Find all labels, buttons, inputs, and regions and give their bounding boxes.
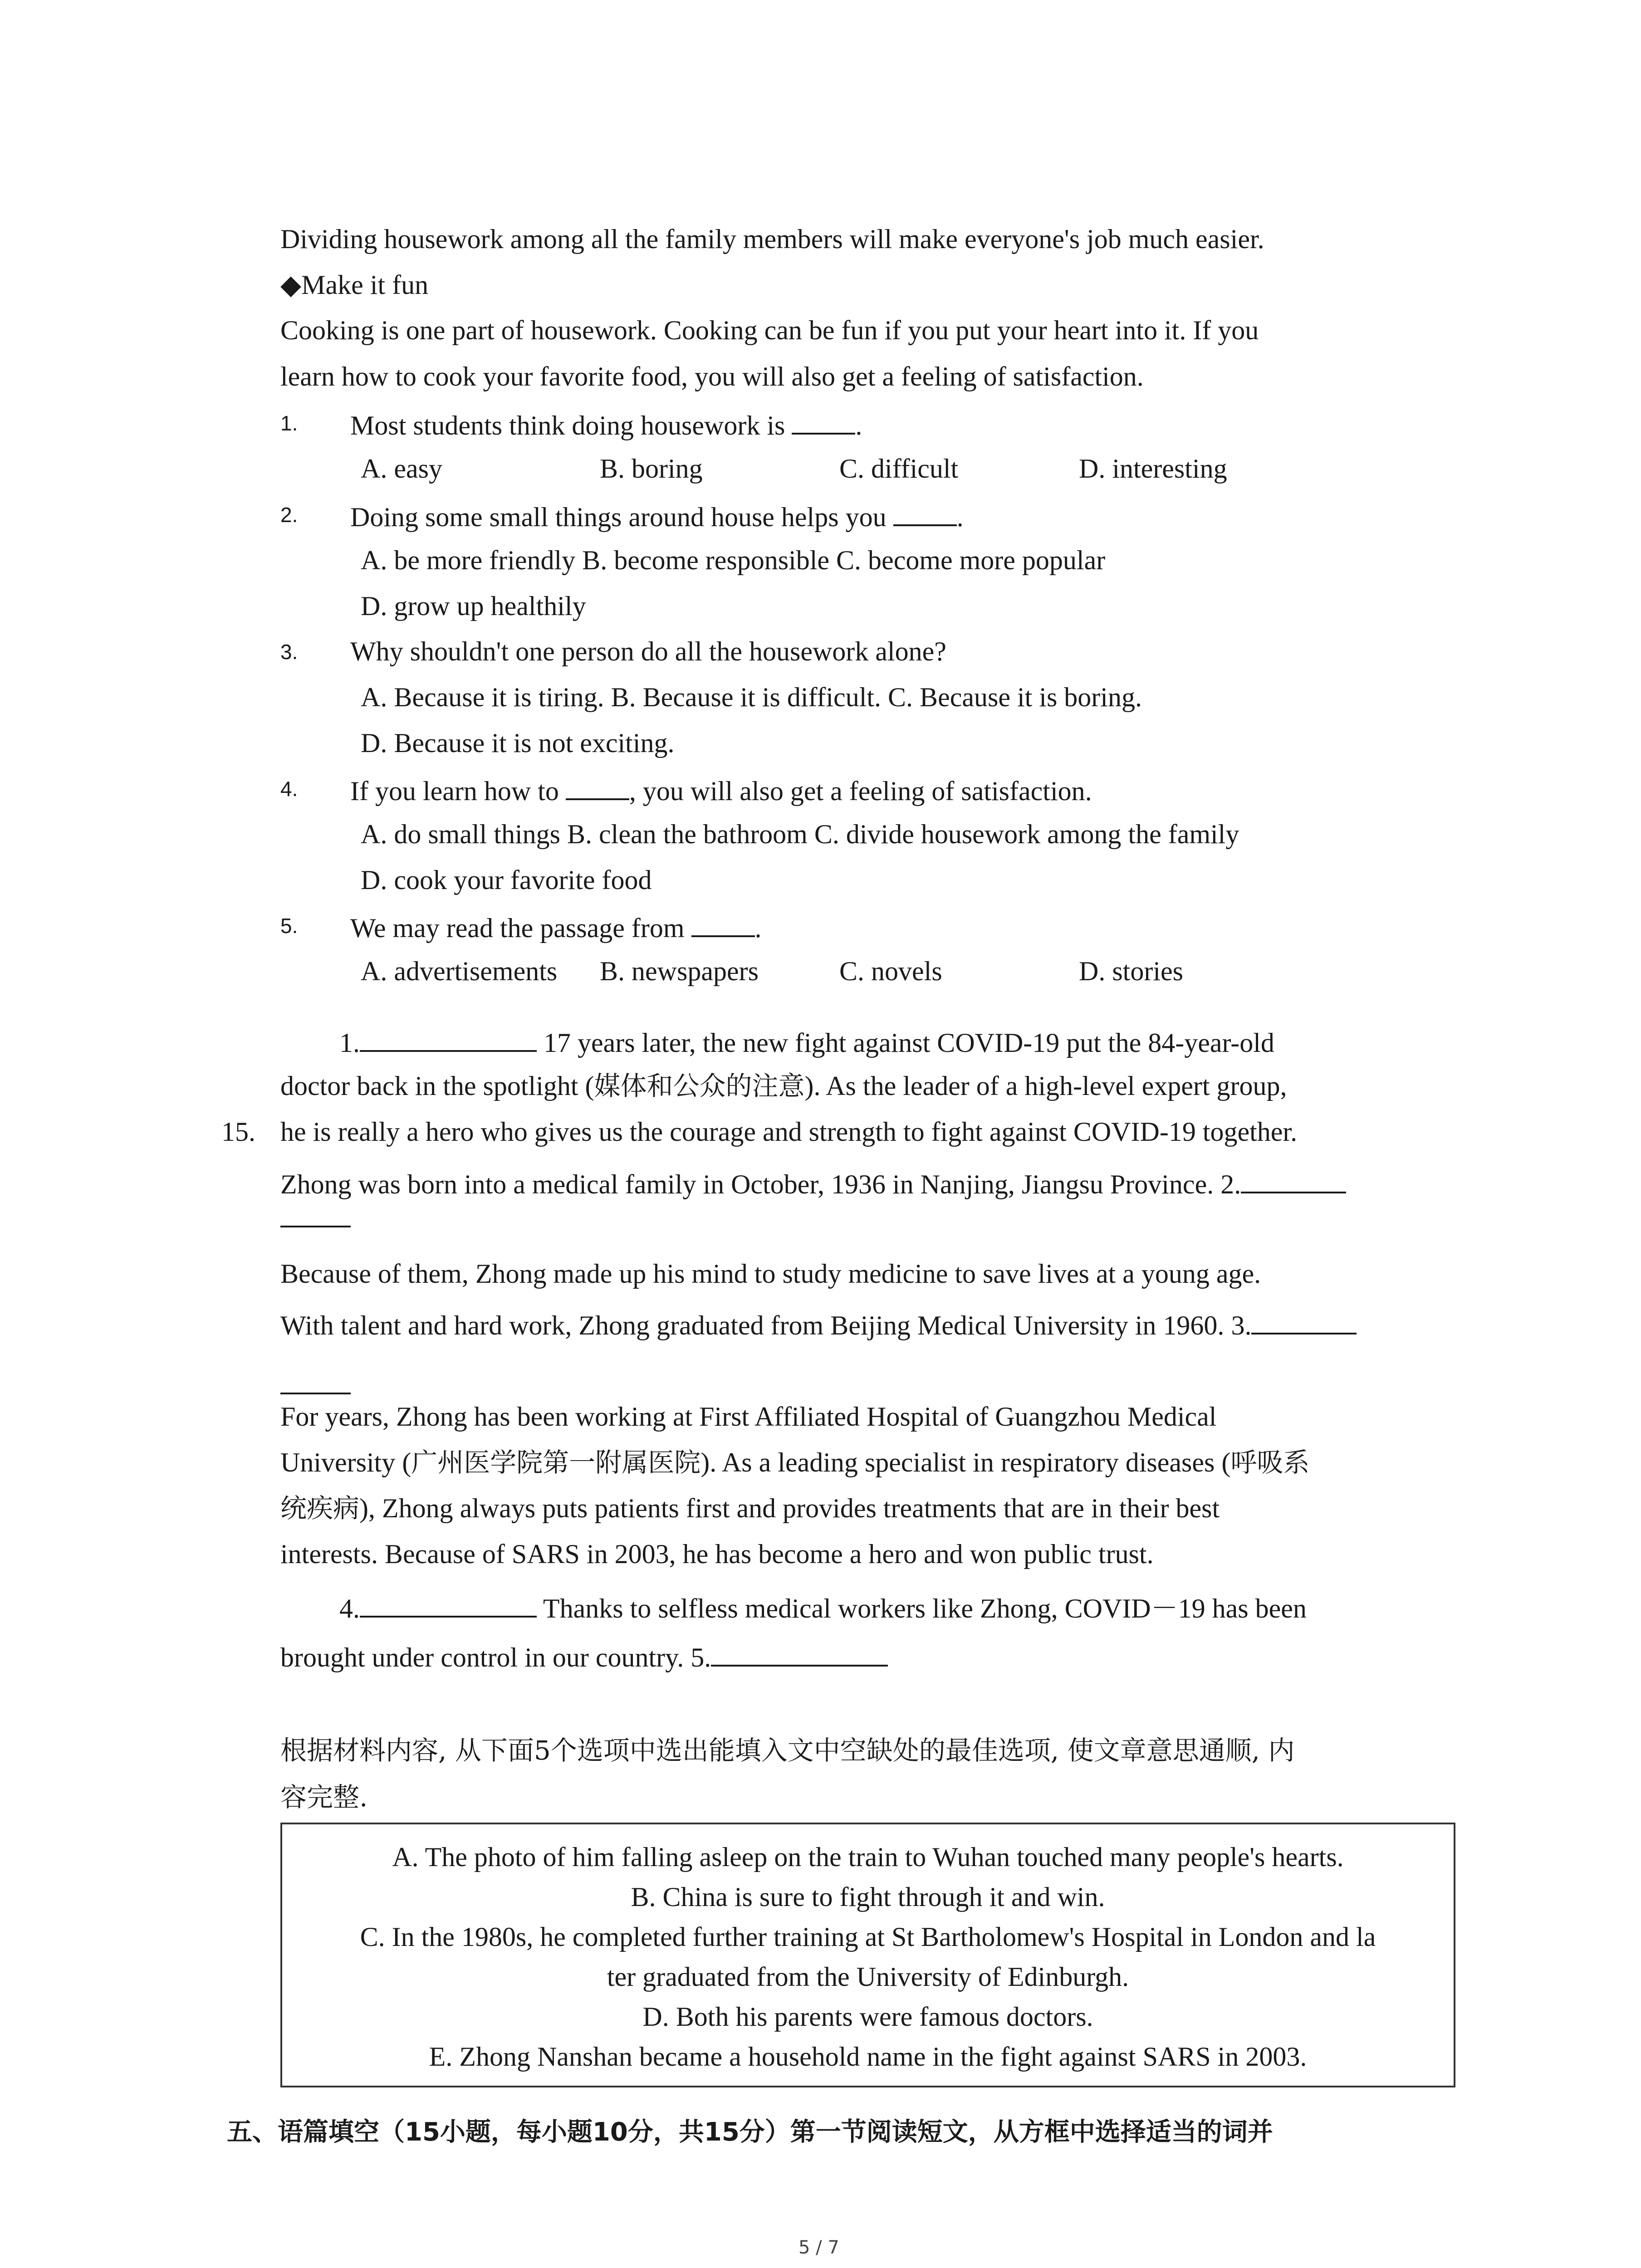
page-number: 5 / 7: [798, 2237, 839, 2258]
diamond-icon: ◆: [280, 270, 302, 300]
option: B. boring: [600, 454, 703, 484]
option: B. newspapers: [600, 956, 759, 986]
passage-line: 4. Thanks to selfless medical workers like Zhong, COVID－19 has been: [339, 1592, 1307, 1622]
section-heading: 五、语篇填空（15小题，每小题10分，共15分）第一节阅读短文，从方框中选择适当的词并: [227, 2117, 1273, 2147]
passage-line: learn how to cook your favorite food, you will also get a feeling of satisfaction.: [280, 362, 1144, 391]
option: D. interesting: [1079, 454, 1227, 484]
question-stem: Most students think doing housework is .: [350, 409, 862, 439]
question-stem: Why shouldn't one person do all the housework alone?: [350, 636, 946, 666]
option: D. stories: [1079, 956, 1183, 986]
option: A. easy: [361, 454, 442, 484]
passage-line: With talent and hard work, Zhong graduated from Beijing Medical University in 1960. 3.: [280, 1309, 1357, 1339]
blank-continuation: [280, 1393, 351, 1394]
question-stem: We may read the passage from .: [350, 912, 762, 942]
box-option: C. In the 1980s, he completed further training at St Bartholomew's Hospital in London and la: [360, 1922, 1376, 1952]
passage-line: For years, Zhong has been working at First Affiliated Hospital of Guangzhou Medical: [280, 1402, 1217, 1432]
passage-line: University (广州医学院第一附属医院). As a leading specialist in respiratory diseases (呼吸系: [280, 1447, 1310, 1478]
option: C. novels: [839, 956, 942, 986]
option: D. grow up healthily: [361, 591, 586, 621]
passage-line: Cooking is one part of housework. Cooking can be fun if you put your heart into it. If you: [280, 315, 1259, 345]
option: D. cook your favorite food: [361, 865, 652, 895]
question-number: 1.: [280, 411, 298, 435]
box-option: A. The photo of him falling asleep on the train to Wuhan touched many people's hearts.: [392, 1842, 1344, 1872]
question-number: 2.: [280, 503, 298, 527]
instruction-line: 根据材料内容, 从下面5个选项中选出能填入文中空缺处的最佳选项, 使文章意思通顺, 内: [280, 1735, 1295, 1766]
question-stem: Doing some small things around house helps you .: [350, 501, 964, 531]
question-number: 3.: [280, 640, 298, 664]
passage-line: 统疾病), Zhong always puts patients first and provides treatments that are in their best: [280, 1493, 1220, 1524]
passage-line: Dividing housework among all the family members will make everyone's job much easier.: [280, 224, 1264, 254]
passage-line: doctor back in the spotlight (媒体和公众的注意). As the leader of a high-level expert group,: [280, 1070, 1287, 1101]
box-option: E. Zhong Nanshan became a household name in the fight against SARS in 2003.: [429, 2042, 1307, 2072]
passage-line: Zhong was born into a medical family in October, 1936 in Nanjing, Jiangsu Province. 2.: [280, 1168, 1346, 1198]
options-box: [280, 1823, 1455, 2087]
blank-continuation: [280, 1226, 351, 1227]
question-stem: If you learn how to , you will also get a feeling of satisfaction.: [350, 775, 1092, 805]
passage-line: Because of them, Zhong made up his mind to study medicine to save lives at a young age.: [280, 1259, 1261, 1289]
option: D. Because it is not exciting.: [361, 728, 675, 758]
question-number: 15.: [221, 1117, 255, 1147]
option-row: A. Because it is tiring. B. Because it is difficult. C. Because it is boring.: [361, 682, 1142, 712]
question-number: 4.: [280, 777, 298, 801]
question-number: 5.: [280, 914, 298, 938]
passage-line: brought under control in our country. 5.: [280, 1641, 888, 1671]
passage-heading: ◆Make it fun: [280, 270, 429, 300]
option: A. advertisements: [361, 956, 558, 986]
option-row: A. do small things B. clean the bathroom C. divide housework among the family: [361, 819, 1239, 849]
box-option: ter graduated from the University of Edinburgh.: [607, 1962, 1129, 1992]
option-row: A. be more friendly B. become responsible C. become more popular: [361, 545, 1106, 575]
box-option: D. Both his parents were famous doctors.: [642, 2002, 1093, 2032]
passage-line: 1. 17 years later, the new fight against COVID-19 put the 84-year-old: [339, 1026, 1274, 1056]
option: C. difficult: [839, 454, 959, 484]
passage-line: he is really a hero who gives us the courage and strength to fight against COVID-19 together.: [280, 1117, 1298, 1147]
instruction-line: 容完整.: [280, 1782, 368, 1813]
box-option: B. China is sure to fight through it and win.: [631, 1882, 1105, 1912]
passage-line: interests. Because of SARS in 2003, he has become a hero and won public trust.: [280, 1539, 1154, 1569]
